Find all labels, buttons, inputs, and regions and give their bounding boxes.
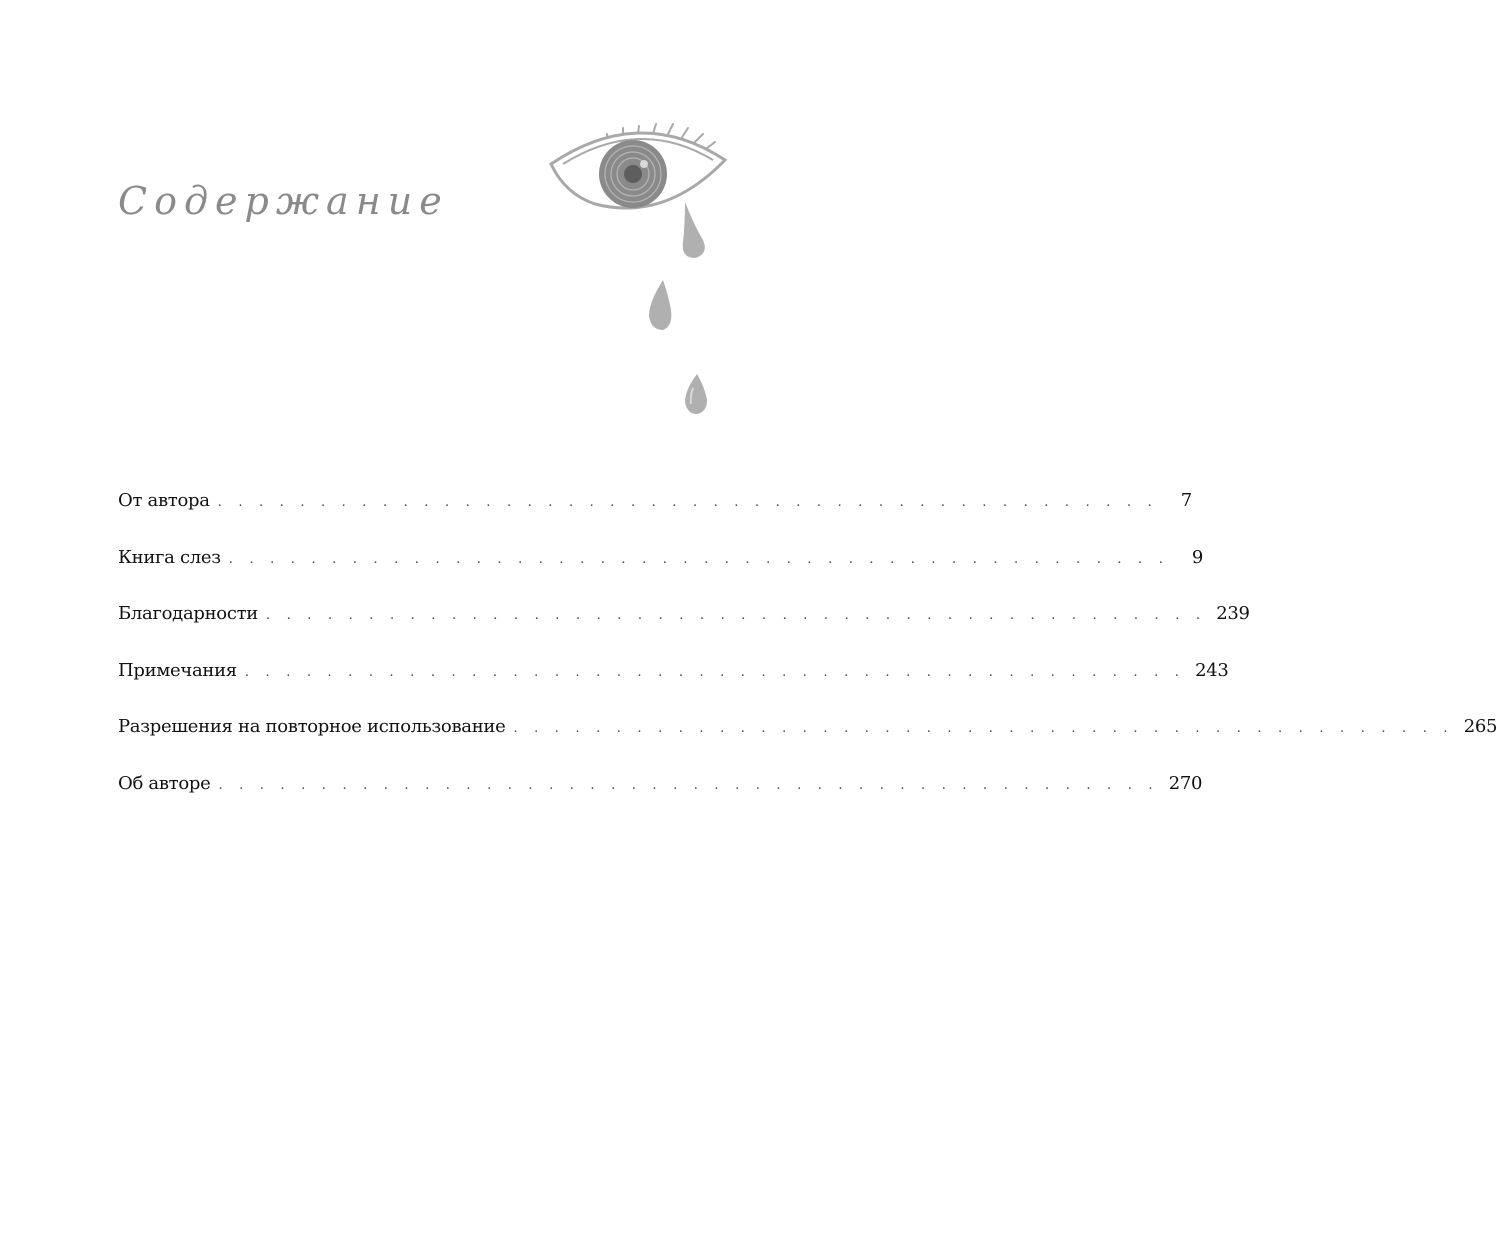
table-of-contents xyxy=(118,490,1497,829)
dot-leader: . . . . . . . . . . . . . . . . . . . . . . . . . . . . . . . . . . . . . . . . . . . . . . xyxy=(217,495,1158,510)
toc-entry-page: 270 xyxy=(1168,772,1203,794)
toc-entry-page: 239 xyxy=(1216,603,1250,624)
dot-leader: . . . . . . . . . . . . . . . . . . . . . . . . . . . . . . . . . . . . . . . . . . . . . . xyxy=(244,664,1186,680)
toc-entry-page: 265 xyxy=(1463,716,1497,737)
dot-leader: . . . . . . . . . . . . . . . . . . . . . . . . . . . . . . . . . . . . . . . . . . . . . . xyxy=(513,721,1454,736)
tear-drop-3 xyxy=(685,374,707,414)
dot-leader: . . . . . . . . . . . . . . . . . . . . . . . . . . . . . . . . . . . . . . . . . . . . . . xyxy=(228,551,1170,567)
dot-leader: . . . . . . . . . . . . . . . . . . . . . . . . . . . . . . . . . . . . . . . . . . . . . . xyxy=(265,608,1207,623)
toc-entry-page: 7 xyxy=(1180,490,1192,511)
toc-entry[interactable] xyxy=(118,546,1204,604)
toc-entry-title: Разрешения на повторное использование xyxy=(118,716,506,737)
toc-entry[interactable] xyxy=(118,659,1229,717)
crying-eye-icon xyxy=(545,112,735,422)
eye-highlight xyxy=(640,160,648,168)
dot-leader: . . . . . . . . . . . . . . . . . . . . . . . . . . . . . . . . . . . . . . . . . . . . . . xyxy=(218,777,1159,793)
pupil xyxy=(624,165,642,183)
toc-entry-page: 9 xyxy=(1191,546,1204,568)
toc-entry-title: Примечания xyxy=(118,659,237,681)
tear-drop-2 xyxy=(649,280,671,330)
toc-entry-title: Благодарности xyxy=(118,603,258,624)
toc-entry-title: Об авторе xyxy=(118,772,211,794)
toc-entry-title: Книга слез xyxy=(118,546,221,568)
toc-entry[interactable] xyxy=(118,490,1192,547)
tear-drop-1 xyxy=(683,202,705,258)
toc-entry[interactable] xyxy=(118,772,1203,830)
toc-entry-page: 243 xyxy=(1195,659,1229,681)
toc-entry-title: От автора xyxy=(118,490,210,511)
page-title: Содержание xyxy=(118,179,449,223)
toc-entry[interactable] xyxy=(118,603,1250,660)
toc-entry[interactable] xyxy=(118,716,1497,773)
